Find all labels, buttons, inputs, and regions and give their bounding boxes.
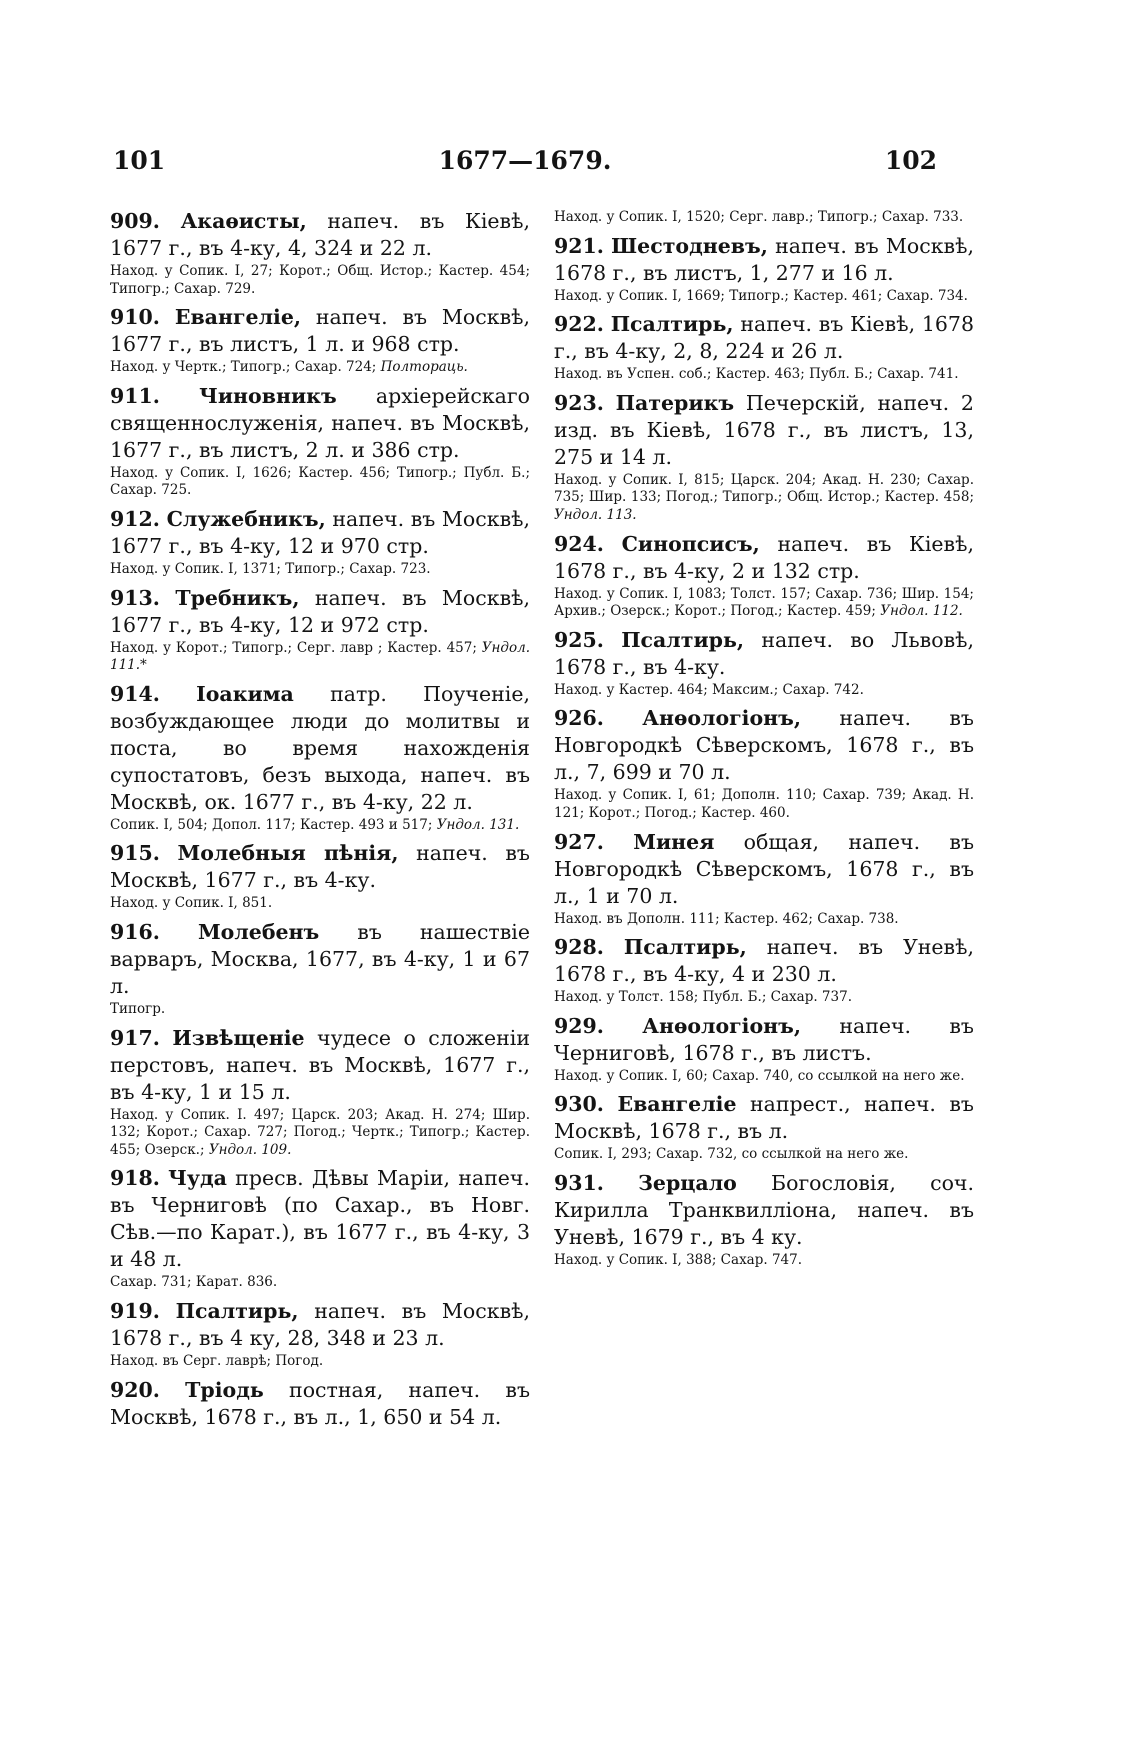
note-text: Типогр. [110,1000,166,1017]
entry-title: Псалтирь, [610,312,734,337]
entry-description: напеч. въ Москвѣ, 1677 г., въ 4-ку. [110,841,530,893]
entry-text [554,829,974,910]
entry-text [110,1165,530,1273]
entry-text [110,1377,530,1431]
entry-description: общая, напеч. въ Новгородкѣ Сѣверскомъ, 1678 г., въ л., 1 и 70 л. [554,829,974,908]
entry-location-note [554,366,974,384]
entry-description: чудесе о сложеніи перстовъ, напеч. въ Москвѣ, 1677 г., въ 4-ку, 1 и 15 л. [110,1025,530,1104]
entry-description: напрест., напеч. въ Москвѣ, 1678 г., въ л. [554,1092,974,1144]
catalog-entry [554,627,974,700]
note-text: Наход. у Сопик. I, 1520; Серг. лавр.; Типогр.; Сахар. 733. [554,209,964,225]
catalog-entry [110,1165,530,1292]
note-text: Наход. у Кастер. 464; Максим.; Сахар. 742. [554,681,864,698]
entry-description: напеч. въ Москвѣ, 1678 г., въ 4 ку, 28, 348 и 23 л. [110,1298,530,1350]
note-text: Наход. у Сопик. I, 388; Сахар. 747. [554,1251,803,1268]
entry-location-note [110,1353,530,1371]
catalog-entry [110,919,530,1019]
catalog-entry [110,506,530,579]
entry-location-note [554,1146,974,1164]
entry-title: Псалтирь, [623,935,747,960]
entry-title: Молебныя пѣнія, [177,841,399,866]
entry-description: напеч. въ Кіевѣ, 1677 г., въ 4-ку, 4, 324 и 22 л. [110,209,530,260]
entry-description: напеч. въ Москвѣ, 1677 г., въ листъ, 1 л. и 968 стр. [110,305,530,357]
entry-number: 910. [110,305,160,330]
entry-description: напеч. въ Кіевѣ, 1678 г., въ 4-ку, 2 и 132 стр. [554,531,974,583]
catalog-entry [110,304,530,377]
entry-text [554,233,974,287]
catalog-entry [554,1013,974,1086]
entry-number: 919. [110,1298,160,1323]
entry-number: 912. [110,506,160,531]
entry-location-note [554,472,974,525]
entry-description: напеч. въ Москвѣ, 1678 г., въ листъ, 1, 277 и 16 л. [554,233,974,285]
note-italic: Ундол. 112. [880,603,963,620]
entry-title: Минея [633,829,715,854]
entry-location-note [110,561,530,579]
entry-number: 909. [110,209,160,233]
entry-location-note [110,895,530,913]
entry-text [110,840,530,894]
note-text: Наход. у Сопик. I, 1083; Толст. 157; Сахар. 736; Шир. 154; Архив.; Озерск.; Корот.; Погод.; Кастер. 459; [554,585,974,620]
note-text: Наход. у Сопик. I, 815; Царск. 204; Акад. Н. 230; Сахар. 735; Шир. 133; Погод.; Типогр.; Общ. Истор.; Кастер. 458; [554,471,974,506]
note-italic: Ундол. 113. [554,506,637,523]
entry-location-note [554,1068,974,1086]
note-text: Наход. въ Успен. соб.; Кастер. 463; Публ. Б.; Сахар. 741. [554,366,959,383]
entry-location-note [554,911,974,929]
entry-text [110,1298,530,1352]
entry-title: Анѳологіонъ, [642,1013,802,1038]
entry-number: 916. [110,919,160,944]
entry-number: 918. [110,1166,160,1191]
note-text: Наход. у Сопик. I. 497; Царск. 203; Акад. Н. 274; Шир. 132; Корот.; Сахар. 727; Погод.; Чертк.; Типогр.; Кастер. 455; Озерск.; [110,1106,530,1158]
note-italic: Ундол. 131. [436,816,520,833]
entry-text [110,304,530,358]
page-number-left: 101 [113,146,166,175]
catalog-entry [110,1298,530,1371]
entry-number: 925. [554,627,604,652]
entry-title: Патерикъ [615,390,735,415]
catalog-entry [554,1091,974,1164]
catalog-entry [554,531,974,621]
entry-title: Требникъ, [175,585,300,610]
page-header [113,146,937,182]
catalog-entry [110,383,530,500]
entry-text [554,1013,974,1067]
entry-number: 929. [554,1013,604,1038]
entry-location-note [554,288,974,306]
entry-description: напеч. въ Черниговѣ, 1678 г., въ листъ. [554,1013,974,1065]
note-text: Наход. у Сопик. I, 60; Сахар. 740, со ссылкой на него же. [554,1067,965,1084]
note-text: Наход. у Сопик. I, 1626; Кастер. 456; Типогр.; Публ. Б.; Сахар. 725. [110,464,530,499]
entry-title: Извѣщеніе [172,1025,305,1050]
note-text: Наход. у Сопик. I, 1371; Типогр.; Сахар. 723. [110,560,431,577]
entry-location-note [110,1001,530,1019]
note-text: Наход. въ Серг. лаврѣ; Погод. [110,1352,324,1369]
note-text: Сопик. I, 293; Сахар. 732, со ссылкой на него же. [554,1146,909,1163]
entry-title: Чиновникъ [199,383,337,408]
entry-location-note [110,465,530,500]
right-column [554,208,974,1276]
entry-description: напеч. въ Москвѣ, 1677 г., въ 4-ку, 12 и 972 стр. [110,585,530,637]
entry-number: 928. [554,935,604,960]
entry-description: напеч. въ Новгородкѣ Сѣверскомъ, 1678 г., въ л., 7, 699 и 70 л. [554,706,974,785]
entry-text [554,531,974,585]
entry-number: 923. [554,390,604,415]
entry-text [110,919,530,1000]
catalog-entry [554,1170,974,1270]
entry-location-note [110,817,530,835]
catalog-entry [110,1025,530,1160]
entry-location-note [110,640,530,675]
catalog-entry [110,585,530,675]
catalog-entry [554,233,974,306]
entry-location-note [554,682,974,700]
entry-text [554,705,974,786]
entry-description: Богословія, соч. Кирилла Транквилліона, напеч. въ Уневѣ, 1679 г., въ 4 ку. [554,1170,974,1249]
entry-location-note [110,1274,530,1292]
entry-location-note [554,586,974,621]
entry-title: Евангеліе, [174,305,301,330]
catalog-entry [554,390,974,525]
entry-description: напеч. въ Москвѣ, 1677 г., въ 4-ку, 12 и 970 стр. [110,506,530,558]
catalog-entry [554,934,974,1007]
entry-description: архіерейскаго священнослуженія, напеч. въ Москвѣ, 1677 г., въ листъ, 2 л. и 386 стр. [110,383,530,462]
entry-description: пресв. Дѣвы Маріи, напеч. въ Черниговѣ (по Сахар., въ Новг. Сѣв.—по Карат.), въ 1677 г., въ 4-ку, 3 и 48 л. [110,1166,530,1272]
entry-title: Шестодневъ, [611,233,768,258]
entry-location-note [554,1252,974,1270]
entry-number: 926. [554,706,604,731]
catalog-entry [110,681,530,835]
entry-text [554,627,974,681]
entry-description: напеч. въ Кіевѣ, 1678 г., въ 4-ку, 2, 8, 224 и 26 л. [554,312,974,364]
entry-location-note [554,787,974,822]
catalog-entry [110,840,530,913]
entry-text [110,383,530,464]
entry-number: 931. [554,1170,604,1195]
entry-text [554,934,974,988]
note-text: Наход. у Сопик. I, 61; Дополн. 110; Сахар. 739; Акад. Н. 121; Корот.; Погод.; Кастер. 460. [554,787,974,821]
catalog-entry [554,209,974,227]
entry-number: 914. [110,681,160,706]
note-text: Наход. у Сопик. I, 851. [110,895,273,912]
note-text: Наход. у Чертк.; Типогр.; Сахар. 724; [110,359,377,376]
entry-description: Печерскій, напеч. 2 изд. въ Кіевѣ, 1678 г., въ листъ, 13, 275 и 14 л. [554,390,974,469]
entry-number: 915. [110,841,160,866]
entry-text [110,208,530,262]
entry-title: Зерцало [638,1170,737,1195]
entry-title: Синопсисъ, [621,531,760,556]
entry-title: Псалтирь, [175,1298,299,1323]
note-text: Наход. въ Дополн. 111; Кастер. 462; Сахар. 738. [554,910,899,927]
entry-description: напеч. во Львовѣ, 1678 г., въ 4-ку. [554,627,974,679]
catalog-entry [110,1377,530,1431]
entry-title: Евангеліе [617,1092,737,1117]
entry-text [110,1025,530,1106]
catalog-entry [554,705,974,822]
entry-text [554,1170,974,1251]
entry-description: патр. Поученіе, возбуждающее люди до молитвы и поста, во время нахожденія супостатовъ, безъ выхода, напеч. въ Москвѣ, ок. 1677 г., въ 4-ку, 22 л. [110,681,530,814]
entry-number: 911. [110,383,160,408]
entry-text [554,390,974,471]
note-italic: Ундол. 109. [208,1141,292,1158]
left-column [110,208,530,1437]
page-number-right: 102 [884,146,937,175]
entry-text [110,681,530,816]
entry-text [554,1091,974,1145]
entry-location-note [554,989,974,1007]
note-italic: Ундол. 111.* [110,639,530,674]
entry-title: Тріодь [185,1377,264,1402]
entry-title: Іоакима [196,681,294,706]
entry-number: 920. [110,1377,160,1402]
entry-text [110,506,530,560]
catalog-entry [554,829,974,929]
entry-title: Молебенъ [197,919,320,944]
note-text: Наход. у Сопик. I, 27; Корот.; Общ. Истор.; Кастер. 454; Типогр.; Сахар. 729. [110,263,530,297]
entry-number: 922. [554,312,604,337]
entry-number: 913. [110,585,160,610]
note-text: Наход. у Толст. 158; Публ. Б.; Сахар. 737. [554,989,852,1006]
running-head: 1677—1679. [438,146,612,175]
entry-title: Псалтирь, [621,627,745,652]
note-italic: Полтораць. [380,359,468,376]
catalog-entry [110,208,530,298]
entry-number: 930. [554,1092,604,1117]
entry-title: Анѳологіонъ, [642,706,802,731]
entry-text [554,311,974,365]
entry-location-note [554,209,974,227]
note-text: Сахар. 731; Карат. 836. [110,1274,278,1291]
entry-location-note [110,263,530,298]
entry-title: Акаѳисты, [180,209,307,233]
catalog-entry [554,311,974,384]
note-text: Наход. у Корот.; Типогр.; Серг. лавр ; Кастер. 457; [110,639,477,656]
entry-number: 921. [554,233,604,258]
entry-text [110,585,530,639]
entry-number: 927. [554,829,604,854]
entry-location-note [110,1107,530,1160]
entry-location-note [110,359,530,377]
entry-description: въ нашествіе варваръ, Москва, 1677, въ 4-ку, 1 и 67 л. [110,919,530,998]
entry-number: 924. [554,531,604,556]
entry-title: Служебникъ, [166,506,326,531]
note-text: Наход. у Сопик. I, 1669; Типогр.; Кастер. 461; Сахар. 734. [554,287,968,304]
note-text: Сопик. I, 504; Допол. 117; Кастер. 493 и 517; [110,816,433,833]
entry-number: 917. [110,1025,160,1050]
entry-title: Чуда [168,1166,227,1191]
entry-description: напеч. въ Уневѣ, 1678 г., въ 4-ку, 4 и 230 л. [554,935,974,987]
entry-description: постная, напеч. въ Москвѣ, 1678 г., въ л., 1, 650 и 54 л. [110,1377,530,1429]
